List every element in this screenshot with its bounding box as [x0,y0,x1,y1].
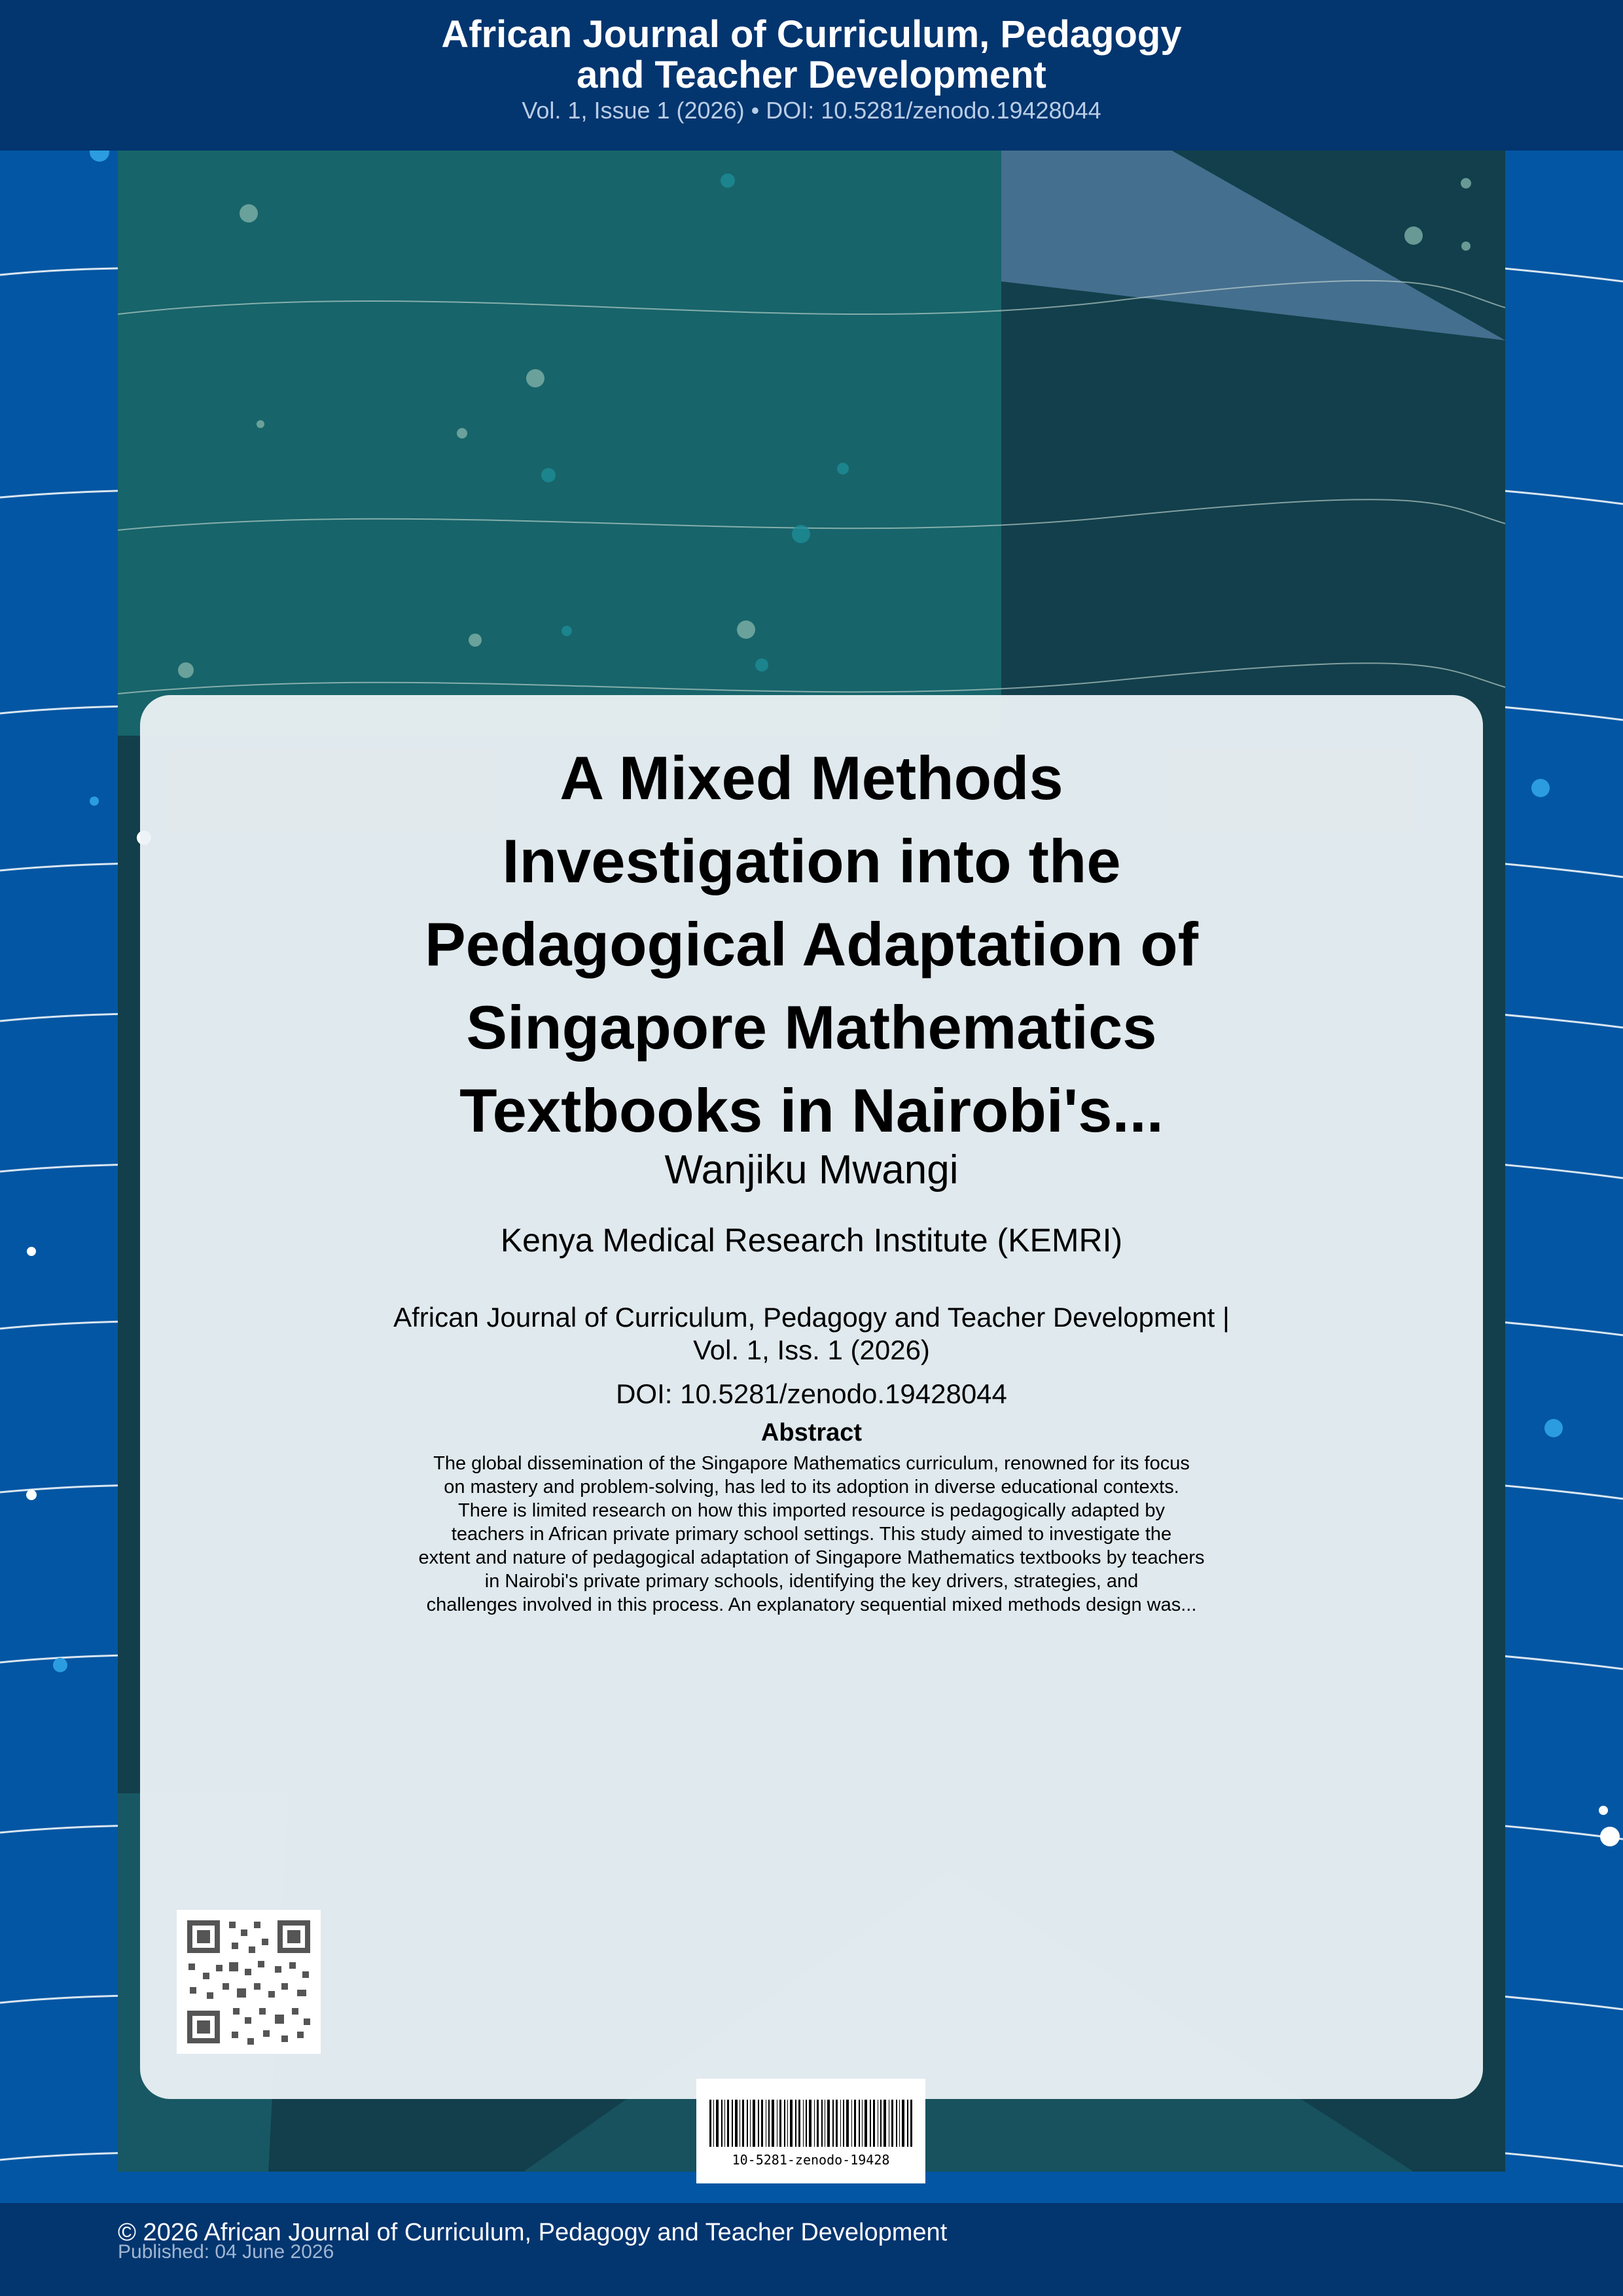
title-line: Pedagogical Adaptation of [424,910,1199,978]
barcode-text: 10-5281-zenodo-19428 [732,2152,890,2168]
published-date: Published: 04 June 2026 [118,2241,334,2263]
abstract-line: The global dissemination of the Singapore Mathematics curriculum, renowned for its focus [433,1453,1190,1474]
article-doi: DOI: 10.5281/zenodo.19428044 [616,1378,1007,1409]
journal-title [0,14,1623,96]
journal-title-line-1: African Journal of Curriculum, Pedagogy [441,13,1182,56]
abstract-line: challenges involved in this process. An explanatory sequential mixed methods design was... [426,1594,1197,1615]
qr-code-icon[interactable] [177,1910,321,2054]
abstract-heading: Abstract [760,1419,863,1446]
abstract-text [380,1452,1243,1617]
author-affiliation: Kenya Medical Research Institute (KEMRI) [500,1222,1123,1259]
author-name: Wanjiku Mwangi [664,1147,959,1193]
journal-volume-doi: Vol. 1, Issue 1 (2026) • DOI: 10.5281/zenodo.19428044 [522,97,1101,124]
abstract-line: in Nairobi's private primary schools, identifying the key drivers, strategies, and [484,1571,1139,1592]
abstract-line: teachers in African private primary school settings. This study aimed to investigate the [451,1524,1172,1545]
title-line: Textbooks in Nairobi's... [459,1076,1164,1145]
abstract-line: There is limited research on how this imported resource is pedagogically adapted by [457,1500,1165,1521]
copyright-notice: © 2026 African Journal of Curriculum, Pedagogy and Teacher Development [118,2219,948,2246]
title-line: A Mixed Methods [560,744,1063,812]
journal-title-line-2: and Teacher Development [577,54,1046,96]
title-line: Singapore Mathematics [466,993,1157,1062]
citation [366,1301,1257,1367]
barcode-icon [696,2079,925,2183]
citation-line-1: African Journal of Curriculum, Pedagogy and Teacher Development | [393,1302,1230,1333]
article-title [340,736,1283,1152]
abstract-line: on mastery and problem-solving, has led to its adoption in diverse educational contexts. [444,1477,1179,1498]
abstract-line: extent and nature of pedagogical adaptation of Singapore Mathematics textbooks by teachers [418,1547,1205,1568]
citation-line-2: Vol. 1, Iss. 1 (2026) [693,1335,930,1365]
title-line: Investigation into the [502,827,1121,895]
